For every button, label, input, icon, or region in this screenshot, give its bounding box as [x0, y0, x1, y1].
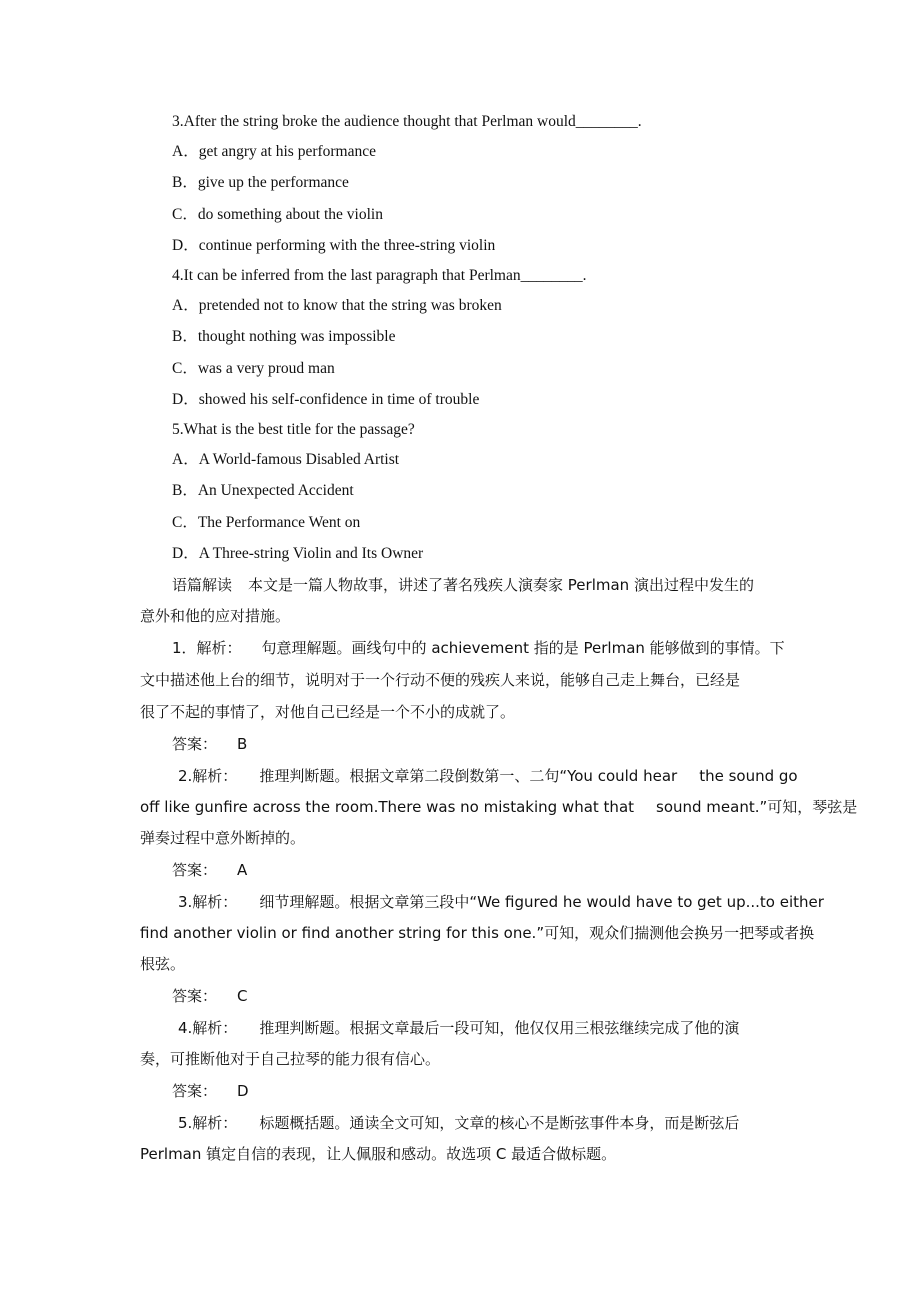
analysis-2-text-line-3: 弹奏过程中意外断掉的。 — [140, 829, 306, 847]
answer-label: 答案： — [172, 987, 218, 1005]
answer-label: 答案： — [172, 1082, 218, 1100]
analysis-1-text-line-3: 很了不起的事情了，对他自己已经是一个不小的成就了。 — [140, 703, 516, 721]
question-3-option-a: A．get angry at his performance — [172, 143, 377, 160]
summary-label: 语篇解读 — [172, 576, 233, 594]
analysis-3-text-line-1: 细节理解题。根据文章第三段中“We figured he would have to get up...to either — [259, 893, 824, 911]
analysis-4-answer — [172, 1081, 249, 1101]
analysis-2-second-line — [140, 797, 857, 817]
question-3-option-b: B．give up the performance — [172, 174, 349, 191]
analysis-1-first-line — [172, 638, 785, 658]
question-4-option-c: C．was a very proud man — [172, 360, 335, 377]
question-5-option-d: D．A Three-string Violin and Its Owner — [172, 545, 424, 562]
analysis-2-text-line-1a: 推理判断题。根据文章第二段倒数第一、二句“You could hear — [259, 767, 678, 785]
analysis-2-first-line — [178, 766, 798, 786]
analysis-1-answer — [172, 734, 247, 754]
analysis-2-text-line-2b: sound meant.”可知，琴弦是 — [656, 798, 858, 816]
question-5-option-a: A．A World-famous Disabled Artist — [172, 451, 400, 468]
question-4-option-b: B．thought nothing was impossible — [172, 328, 396, 345]
analysis-1-label: 1．解析： — [172, 639, 242, 657]
question-5-option-b: B．An Unexpected Accident — [172, 482, 354, 499]
analysis-2-answer — [172, 860, 247, 880]
analysis-5-first-line — [178, 1113, 739, 1133]
analysis-5-label: 5.解析： — [178, 1114, 238, 1132]
analysis-4-text-line-2: 奏，可推断他对于自己拉琴的能力很有信心。 — [140, 1050, 441, 1068]
question-5-option-c: C．The Performance Went on — [172, 514, 361, 531]
question-3-stem: 3.After the string broke the audience thought that Perlman would________. — [172, 113, 642, 130]
answer-value: A — [237, 861, 248, 879]
analysis-5-text-line-2: Perlman 镇定自信的表现，让人佩服和感动。故选项 C 最适合做标题。 — [140, 1145, 617, 1163]
analysis-4-label: 4.解析： — [178, 1019, 238, 1037]
analysis-4-text-line-1: 推理判断题。根据文章最后一段可知，他仅仅用三根弦继续完成了他的演 — [259, 1019, 740, 1037]
analysis-3-first-line — [178, 892, 824, 912]
analysis-5-text-line-1: 标题概括题。通读全文可知，文章的核心不是断弦事件本身，而是断弦后 — [259, 1114, 740, 1132]
question-4-option-a: A．pretended not to know that the string was broken — [172, 297, 502, 314]
summary-text-line-1: 本文是一篇人物故事，讲述了著名残疾人演奏家 Perlman 演出过程中发生的 — [248, 576, 754, 594]
analysis-1-text-line-1: 句意理解题。画线句中的 achievement 指的是 Perlman 能够做到的事情。下 — [261, 639, 785, 657]
analysis-3-text-line-3: 根弦。 — [140, 955, 186, 973]
analysis-3-label: 3.解析： — [178, 893, 238, 911]
analysis-2-text-line-2a: off like gunfire across the room.There was no mistaking what that — [140, 798, 635, 816]
question-4-stem: 4.It can be inferred from the last paragraph that Perlman________. — [172, 267, 587, 284]
analysis-2-label: 2.解析： — [178, 767, 238, 785]
analysis-1-text-line-2: 文中描述他上台的细节，说明对于一个行动不便的残疾人来说，能够自己走上舞台，已经是 — [140, 671, 741, 689]
answer-value: B — [237, 735, 248, 753]
analysis-3-text-line-2: find another violin or find another string for this one.”可知，观众们揣测他会换另一把琴或者换 — [140, 924, 815, 942]
question-3-option-c: C．do something about the violin — [172, 206, 383, 223]
analysis-3-answer — [172, 986, 248, 1006]
analysis-2-text-line-1b: the sound go — [699, 767, 798, 785]
answer-label: 答案： — [172, 735, 218, 753]
analysis-4-first-line — [178, 1018, 739, 1038]
question-4-option-d: D．showed his self-confidence in time of trouble — [172, 391, 480, 408]
question-5-stem: 5.What is the best title for the passage? — [172, 421, 415, 438]
summary-text-line-2: 意外和他的应对措施。 — [140, 607, 291, 625]
answer-value: C — [237, 987, 248, 1005]
question-3-option-d: D．continue performing with the three-string violin — [172, 237, 496, 254]
summary-first-line — [172, 575, 754, 595]
answer-value: D — [237, 1082, 249, 1100]
answer-label: 答案： — [172, 861, 218, 879]
